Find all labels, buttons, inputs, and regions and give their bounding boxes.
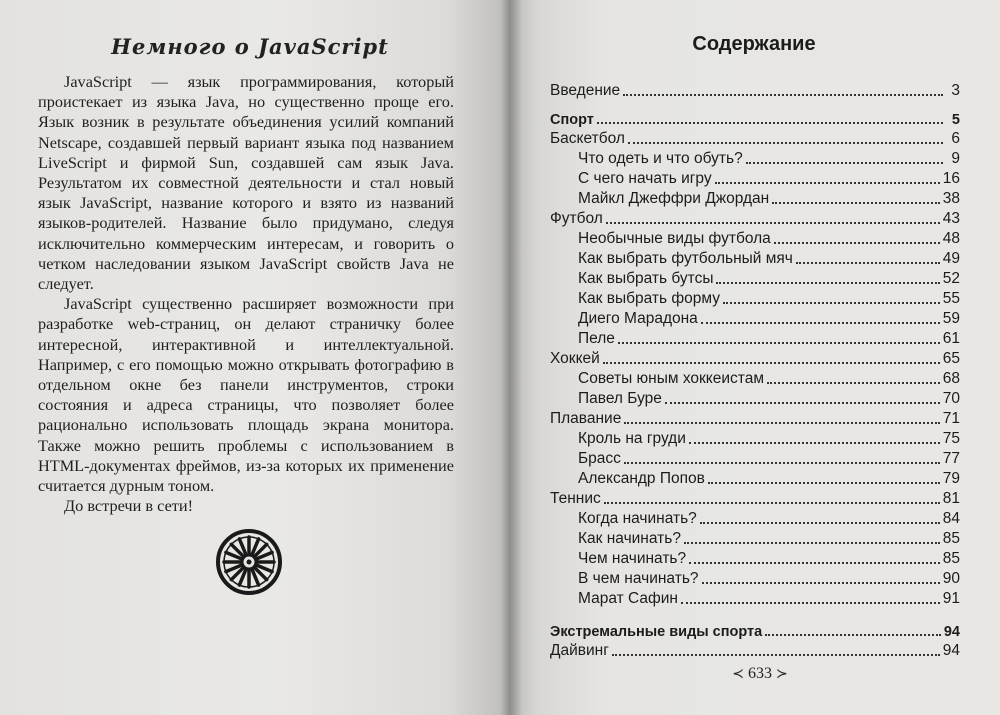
toc-entry-label: Хоккей — [550, 350, 600, 367]
toc-leader-dots — [612, 654, 940, 656]
toc-entry-page: 59 — [942, 310, 960, 327]
toc-entry-page: 84 — [942, 510, 960, 527]
toc-entry-label: Теннис — [550, 490, 601, 507]
toc-entry-label: Как выбрать форму — [578, 290, 720, 307]
toc-leader-dots — [746, 162, 943, 164]
toc-entry — [550, 268, 960, 288]
toc-entry — [550, 168, 960, 188]
toc-leader-dots — [700, 522, 940, 524]
toc-leader-dots — [665, 402, 940, 404]
toc-leader-dots — [716, 282, 939, 284]
toc-entry-label: С чего начать игру — [578, 170, 712, 187]
toc-entry-label: Что одеть и что обуть? — [578, 150, 743, 167]
toc-entry-page: 38 — [942, 190, 960, 207]
toc-entry — [550, 448, 960, 468]
toc-entry-label: Брасс — [578, 450, 621, 467]
toc-entry — [550, 488, 960, 508]
toc-entry-page: 61 — [942, 330, 960, 347]
page-number — [715, 665, 805, 683]
toc-entry-label: Как выбрать бутсы — [578, 270, 714, 287]
toc-leader-dots — [708, 482, 940, 484]
page-number-value: 633 — [748, 665, 772, 682]
toc-entry — [550, 588, 960, 608]
toc-entry-page: 79 — [942, 470, 960, 487]
toc-entry-label: Пеле — [578, 330, 615, 347]
toc-entry — [550, 640, 960, 660]
toc-leader-dots — [796, 262, 940, 264]
toc-entry-label: Дайвинг — [550, 642, 609, 659]
toc-entry — [550, 528, 960, 548]
toc-entry — [550, 568, 960, 588]
toc-entry-page: 5 — [951, 112, 960, 128]
toc-entry-page: 90 — [942, 570, 960, 587]
toc-entry — [550, 108, 960, 128]
toc-leader-dots — [597, 122, 943, 124]
toc-leader-dots — [701, 322, 940, 324]
page-number-left-ornament: ≺ — [732, 667, 744, 682]
toc-entry — [550, 548, 960, 568]
toc-entry-page: 94 — [943, 624, 960, 640]
toc-entry — [550, 248, 960, 268]
toc-entry-label: Баскетбол — [550, 130, 625, 147]
toc-entry-label: Марат Сафин — [578, 590, 678, 607]
toc-entry-page: 94 — [942, 642, 960, 659]
toc-entry — [550, 148, 960, 168]
paragraph: До встречи в сети! — [64, 496, 194, 516]
toc-entry — [550, 80, 960, 100]
toc-entry-label: Советы юным хоккеистам — [578, 370, 764, 387]
toc-leader-dots — [684, 542, 940, 544]
toc-entry — [550, 308, 960, 328]
toc-entry-page: 49 — [942, 250, 960, 267]
toc-entry — [550, 208, 960, 228]
toc-title: Содержание — [692, 33, 816, 55]
toc-entry-label: Футбол — [550, 210, 603, 227]
toc-entry-label: Диего Марадона — [578, 310, 698, 327]
toc-leader-dots — [772, 202, 940, 204]
toc-entry — [550, 328, 960, 348]
toc-leader-dots — [604, 502, 940, 504]
book-gutter — [500, 0, 522, 715]
toc-entry-label: Чем начинать? — [578, 550, 687, 567]
toc-entry-label: Павел Буре — [578, 390, 662, 407]
left-page-title: Немного о JavaScript — [111, 34, 389, 59]
toc-entry-label: Необычные виды футбола — [578, 230, 771, 247]
page-number-right-ornament: ≻ — [776, 667, 788, 682]
toc-leader-dots — [723, 302, 940, 304]
paragraph: JavaScript существенно расширяет возможности при разработке web-страниц, он делают страничку более интересной, интерактивной и интеллектуальной. Например, с его помощью можно открывать фотографию в отдельном окне без панели инструментов, строки состояния и адреса страницы, что позволяет более рационально использовать площадь экрана монитора. Также можно решить проблемы с использованием в HTML-документах фреймов, из-за которых их применение считается дурным тоном. — [38, 294, 454, 496]
toc-leader-dots — [606, 222, 940, 224]
toc-entry-label: Экстремальные виды спорта — [550, 624, 763, 640]
toc-entry — [550, 188, 960, 208]
toc-leader-dots — [767, 382, 940, 384]
toc-entry-label: Плавание — [550, 410, 622, 427]
article-body — [38, 72, 454, 516]
toc-entry-page: 91 — [942, 590, 960, 607]
toc-entry-label: Кроль на груди — [578, 430, 686, 447]
toc-leader-dots — [623, 94, 943, 96]
toc-leader-dots — [689, 442, 940, 444]
toc-entry-page: 70 — [942, 390, 960, 407]
toc-entry-page: 65 — [942, 350, 960, 367]
toc-entry — [550, 468, 960, 488]
wheel-ornament-icon — [215, 528, 283, 596]
toc-leader-dots — [603, 362, 940, 364]
toc-entry-page: 6 — [951, 130, 960, 147]
toc-entry-label: Как выбрать футбольный мяч — [578, 250, 793, 267]
toc-entry — [550, 620, 960, 640]
toc-leader-dots — [628, 142, 943, 144]
toc-entry-page: 77 — [942, 450, 960, 467]
toc-leader-dots — [681, 602, 940, 604]
toc-entry-page: 68 — [942, 370, 960, 387]
toc-entry-label: Александр Попов — [578, 470, 705, 487]
toc-entry-page: 52 — [942, 270, 960, 287]
toc-leader-dots — [715, 182, 940, 184]
toc-entry — [550, 288, 960, 308]
toc-entry-label: Когда начинать? — [578, 510, 697, 527]
toc-entry-label: В чем начинать? — [578, 570, 699, 587]
toc-leader-dots — [689, 562, 940, 564]
toc-entry-label: Спорт — [550, 112, 594, 128]
toc-entry — [550, 128, 960, 148]
toc-entry-page: 55 — [942, 290, 960, 307]
toc-entry-page: 9 — [951, 150, 960, 167]
toc-leader-dots — [765, 634, 941, 636]
toc-entry-page: 85 — [942, 530, 960, 547]
toc-entry-page: 16 — [942, 170, 960, 187]
toc-entry-page: 81 — [942, 490, 960, 507]
toc-entry-page: 85 — [942, 550, 960, 567]
toc-entry — [550, 508, 960, 528]
toc-entry — [550, 408, 960, 428]
toc-entry-page: 43 — [942, 210, 960, 227]
paragraph: JavaScript — язык программирования, который проистекает из языка Java, но существенно проще его. Язык возник в результате объединения усилий компаний Netscape, создавшей первый вариант языка под названием LiveScript и фирмой Sun, создавшей сам язык Java. Результатом их совместной деятельности и стал новый язык JavaScript, название которого и взято из названий языков-родителей. Название было придумано, следуя исключительно коммерческим интересам, и говорить о четком наследовании языком JavaScript свойств Java не следует. — [38, 72, 454, 294]
toc-entry — [550, 368, 960, 388]
toc-leader-dots — [624, 422, 939, 424]
toc-entry — [550, 428, 960, 448]
toc-entry — [550, 348, 960, 368]
toc-entry-label: Как начинать? — [578, 530, 681, 547]
toc-entry-page: 3 — [951, 82, 960, 99]
toc-entry — [550, 228, 960, 248]
toc-entry-page: 71 — [942, 410, 960, 427]
toc-leader-dots — [618, 342, 940, 344]
toc-entry-label: Майкл Джеффри Джордан — [578, 190, 770, 207]
toc-leader-dots — [624, 462, 940, 464]
toc-entry-label: Введение — [550, 82, 621, 99]
toc-leader-dots — [774, 242, 940, 244]
toc-leader-dots — [702, 582, 940, 584]
toc-entry-page: 48 — [942, 230, 960, 247]
toc-entry — [550, 388, 960, 408]
toc-entry-page: 75 — [942, 430, 960, 447]
